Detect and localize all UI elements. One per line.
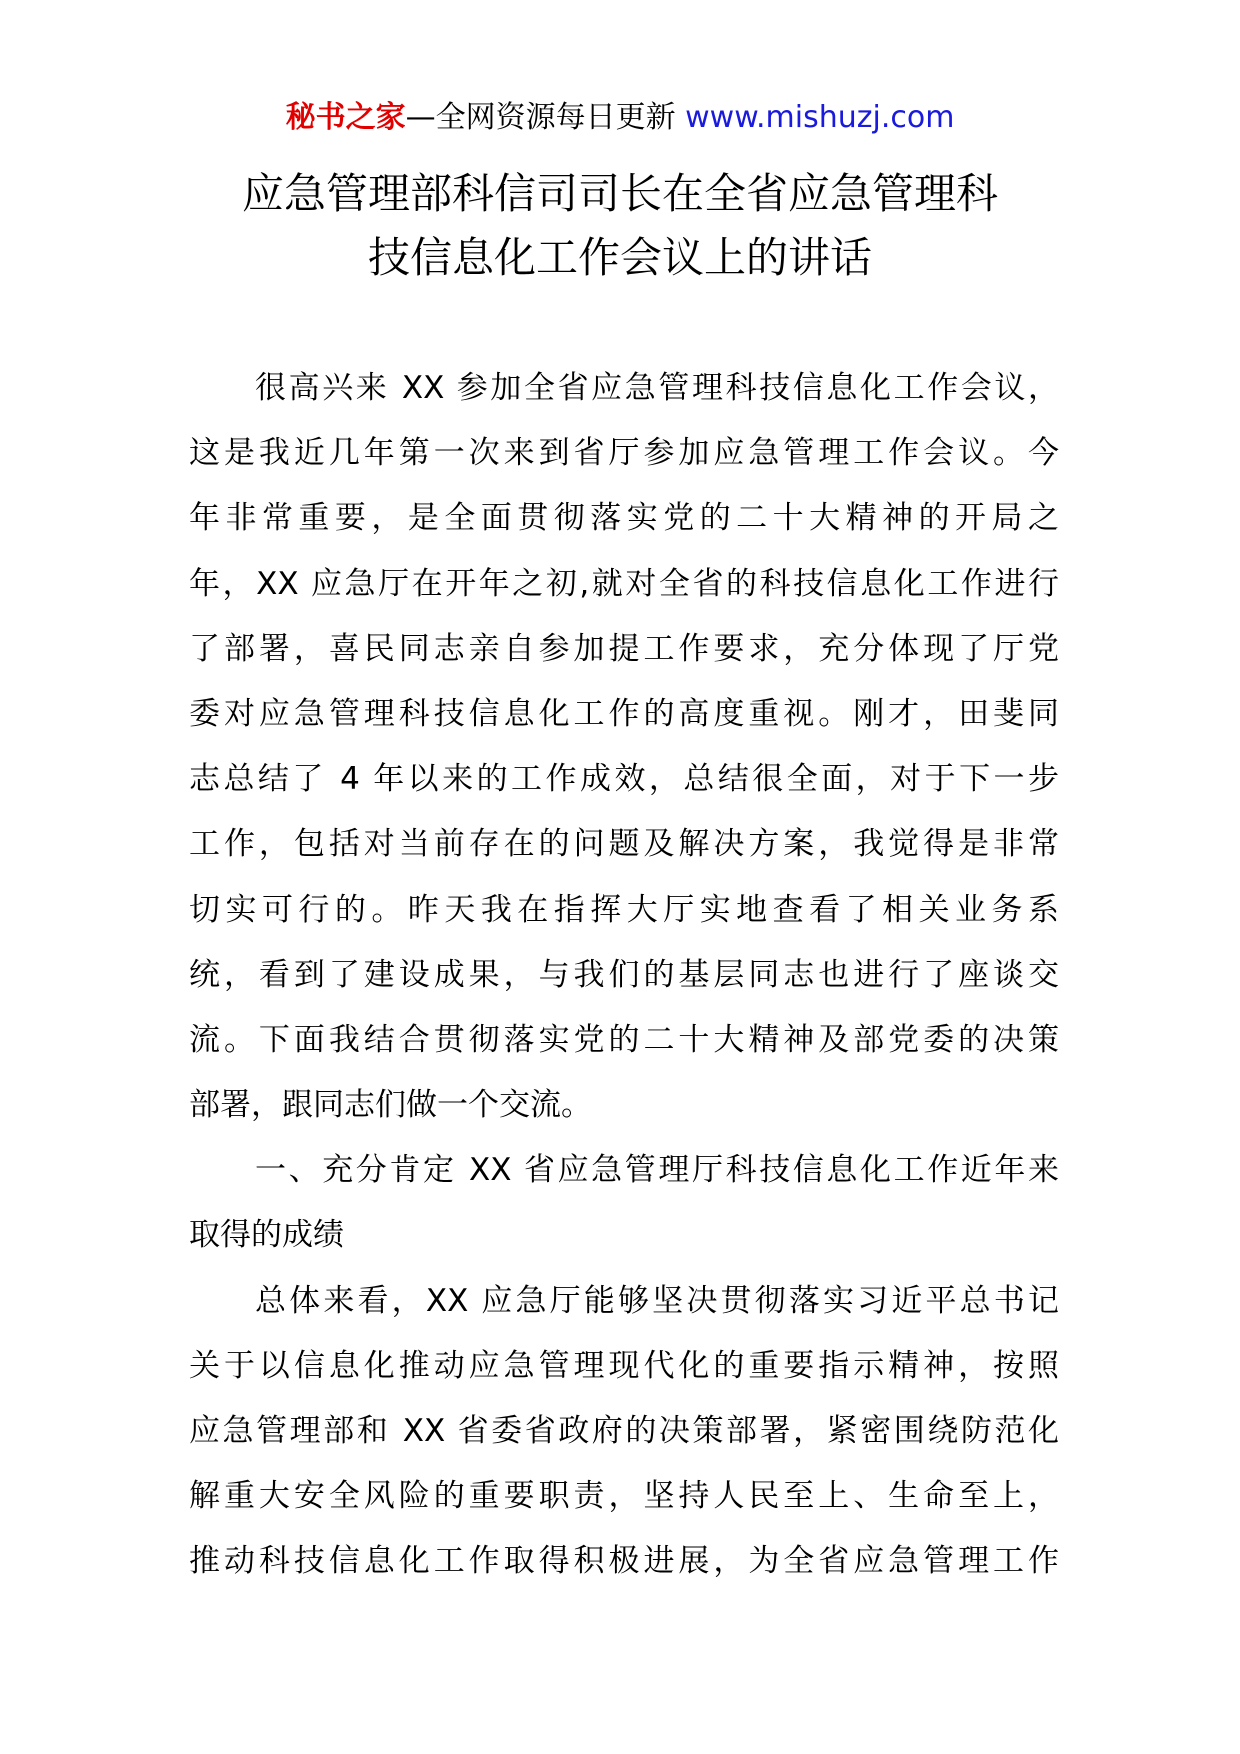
body-line: 委对应急管理科技信息化工作的高度重视。刚才，田斐同 [189,695,1059,732]
body-line: 关于以信息化推动应急管理现代化的重要指示精神，按照 [189,1347,1059,1384]
body-line: 统，看到了建设成果，与我们的基层同志也进行了座谈交 [189,956,1059,993]
section-heading-line: 取得的成绩 [189,1217,344,1254]
body-line: 切实可行的。昨天我在指挥大厅实地查看了相关业务系 [189,891,1059,928]
document-body [189,356,1059,1595]
body-line: 应急管理部和 XX 省委省政府的决策部署，紧密围绕防范化 [189,1413,1059,1449]
body-line: 志总结了 4 年以来的工作成效，总结很全面，对于下一步 [189,761,1059,798]
body-line: 推动科技信息化工作取得积极进展，为全省应急管理工作 [189,1543,1059,1580]
body-line: 工作，包括对当前存在的问题及解决方案，我觉得是非常 [189,826,1059,863]
title-line-1: 应急管理部科信司司长在全省应急管理科 [241,169,998,218]
site-url-link[interactable]: www.mishuzj.com [685,100,955,135]
site-header [0,98,1240,138]
site-tagline: —全网资源每日更新 [405,100,676,135]
site-brand: 秘书之家 [285,100,406,135]
body-line: 很高兴来 XX 参加全省应急管理科技信息化工作会议， [255,370,1059,406]
title-line-2: 技信息化工作会议上的讲话 [367,233,872,282]
body-line: 总体来看，XX 应急厅能够坚决贯彻落实习近平总书记 [255,1282,1059,1319]
body-line: 这是我近几年第一次来到省厅参加应急管理工作会议。今 [189,435,1059,472]
body-line: 年非常重要，是全面贯彻落实党的二十大精神的开局之 [189,500,1059,537]
body-line: 年，XX 应急厅在开年之初,就对全省的科技信息化工作进行 [189,565,1059,602]
body-line: 部署，跟同志们做一个交流。 [189,1087,592,1124]
document-title [100,162,1140,290]
section-heading-line: 一、充分肯定 XX 省应急管理厅科技信息化工作近年来 [255,1152,1059,1189]
body-line: 了部署，喜民同志亲自参加提工作要求，充分体现了厅党 [189,630,1059,667]
body-line: 解重大安全风险的重要职责，坚持人民至上、生命至上， [189,1478,1059,1515]
body-line: 流。下面我结合贯彻落实党的二十大精神及部党委的决策 [189,1021,1059,1058]
